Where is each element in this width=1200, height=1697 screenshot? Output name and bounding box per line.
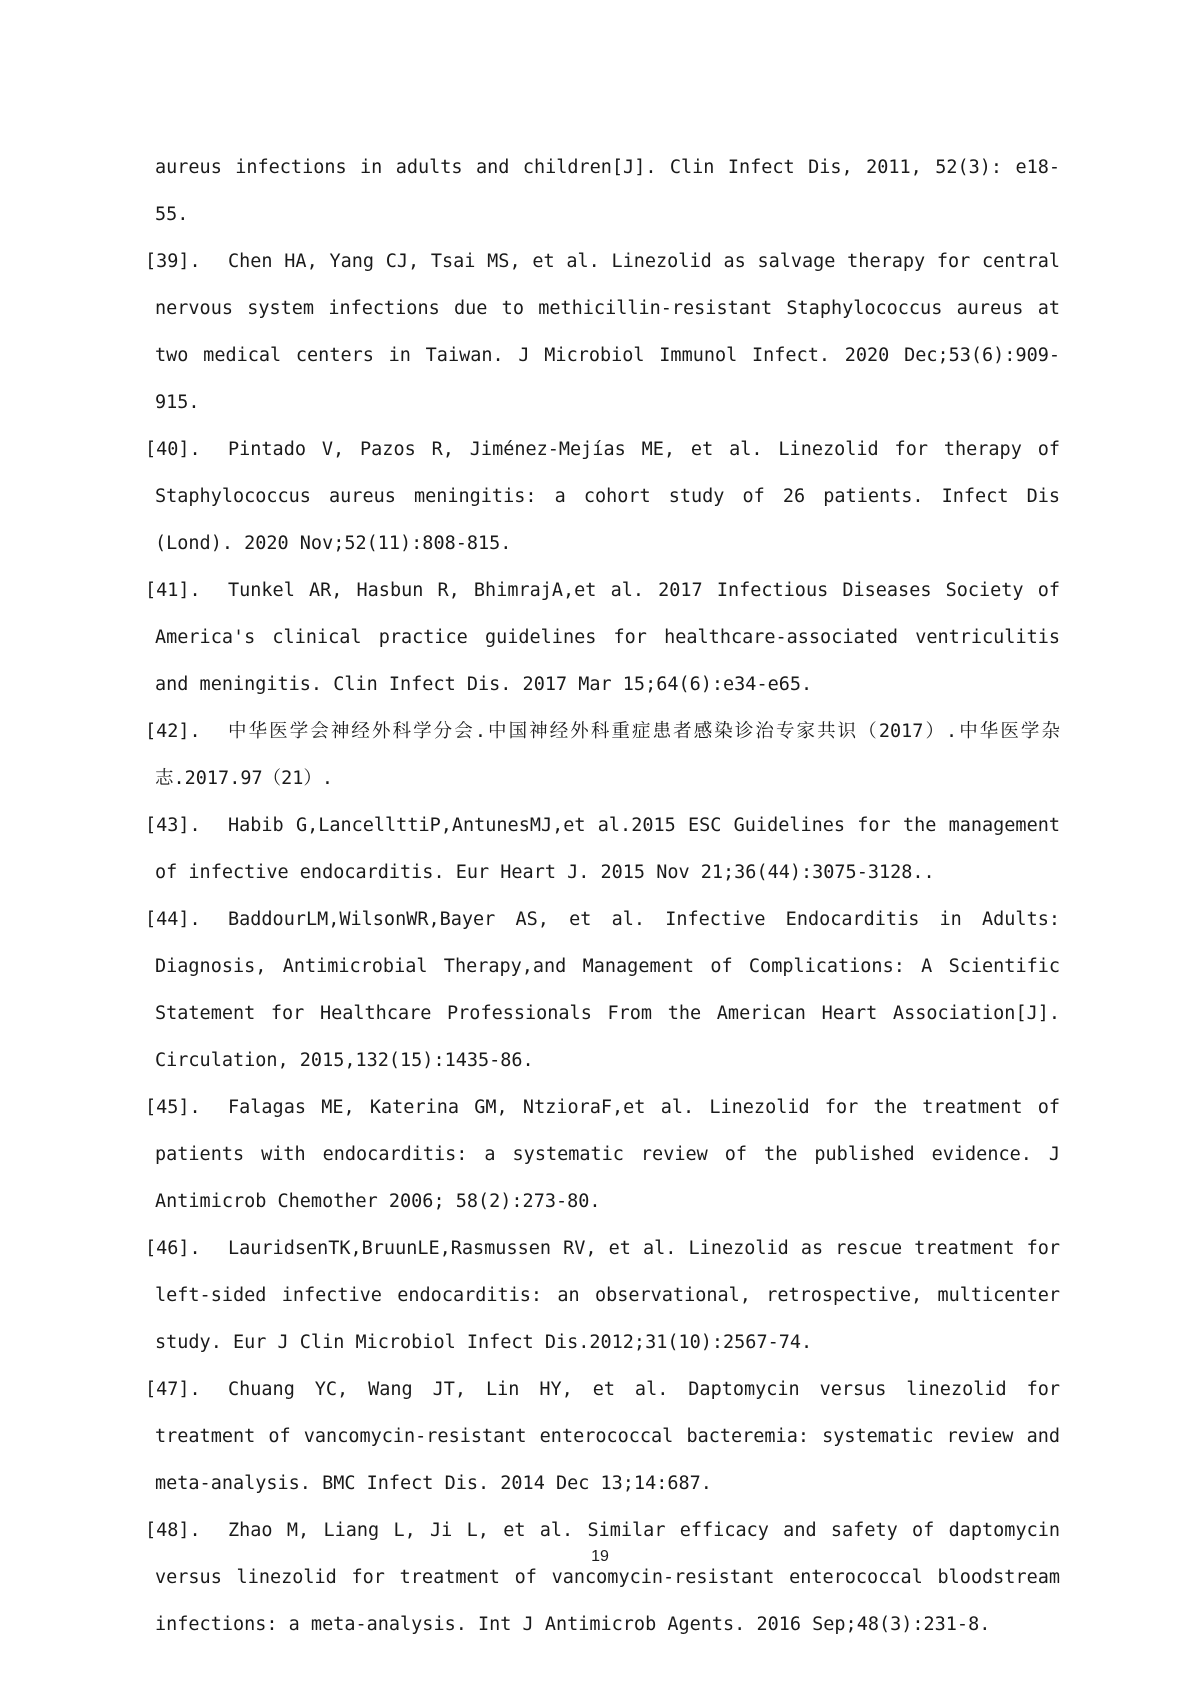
reference-list xyxy=(145,144,1060,1648)
reference-text: Pintado V, Pazos R, Jiménez-Mejías ME, et al. Linezolid for therapy of Staphylococcus aureus meningitis: a cohort study of 26 patients. Infect Dis (Lond). 2020 Nov;52(11):808-815. xyxy=(155,439,1060,554)
reference-number: [48]. xyxy=(145,1520,201,1541)
reference-entry xyxy=(145,1366,1060,1507)
reference-entry xyxy=(145,567,1060,708)
reference-text: Chuang YC, Wang JT, Lin HY, et al. Daptomycin versus linezolid for treatment of vancomycin-resistant enterococcal bacteremia: systematic review and meta-analysis. BMC Infect Dis. 2014 Dec 13;14:687. xyxy=(155,1379,1060,1494)
reference-entry xyxy=(145,426,1060,567)
reference-entry xyxy=(145,708,1060,802)
reference-continuation: aureus infections in adults and children[J]. Clin Infect Dis, 2011, 52(3): e18-55. xyxy=(155,157,1060,225)
reference-entry xyxy=(145,896,1060,1084)
reference-text: Tunkel AR, Hasbun R, BhimrajA,et al. 2017 Infectious Diseases Society of America's clinical practice guidelines for healthcare-associated ventriculitis and meningitis. Clin Infect Dis. 2017 Mar 15;64(6):e34-e65. xyxy=(155,580,1060,695)
reference-entry xyxy=(145,802,1060,896)
reference-number: [41]. xyxy=(145,580,201,601)
reference-text: Falagas ME, Katerina GM, NtzioraF,et al. Linezolid for the treatment of patients with endocarditis: a systematic review of the published evidence. J Antimicrob Chemother 2006; 58(2):273-80. xyxy=(155,1097,1060,1212)
reference-number: [44]. xyxy=(145,909,201,930)
reference-entry xyxy=(145,1507,1060,1648)
reference-number: [46]. xyxy=(145,1238,201,1259)
reference-text: 中华医学会神经外科学分会.中国神经外科重症患者感染诊治专家共识（2017）.中华医学杂志.2017.97（21）. xyxy=(155,721,1060,789)
reference-entry xyxy=(145,1084,1060,1225)
reference-number: [42]. xyxy=(145,721,201,742)
reference-entry xyxy=(145,238,1060,426)
reference-number: [39]. xyxy=(145,251,201,272)
reference-number: [43]. xyxy=(145,815,201,836)
reference-text: Chen HA, Yang CJ, Tsai MS, et al. Linezolid as salvage therapy for central nervous system infections due to methicillin-resistant Staphylococcus aureus at two medical centers in Taiwan. J Microbiol Immunol Infect. 2020 Dec;53(6):909-915. xyxy=(155,251,1060,413)
reference-entries xyxy=(145,238,1060,1648)
reference-text: BaddourLM,WilsonWR,Bayer AS, et al. Infective Endocarditis in Adults: Diagnosis, Antimicrobial Therapy,and Management of Complications: A Scientific Statement for Healthcare Professionals From the American Heart Association[J]. Circulation, 2015,132(15):1435-86. xyxy=(155,909,1060,1071)
reference-number: [45]. xyxy=(145,1097,201,1118)
reference-text: Habib G,LancellttiP,AntunesMJ,et al.2015 ESC Guidelines for the management of infective endocarditis. Eur Heart J. 2015 Nov 21;36(44):3075-3128.. xyxy=(155,815,1060,883)
reference-text: Zhao M, Liang L, Ji L, et al. Similar efficacy and safety of daptomycin versus linezolid for treatment of vancomycin-resistant enterococcal bloodstream infections: a meta-analysis. Int J Antimicrob Agents. 2016 Sep;48(3):231-8. xyxy=(155,1520,1060,1635)
page-number: 19 xyxy=(591,1548,609,1565)
reference-number: [47]. xyxy=(145,1379,201,1400)
reference-text: LauridsenTK,BruunLE,Rasmussen RV, et al. Linezolid as rescue treatment for left-sided infective endocarditis: an observational, retrospective, multicenter study. Eur J Clin Microbiol Infect Dis.2012;31(10):2567-74. xyxy=(155,1238,1060,1353)
reference-number: [40]. xyxy=(145,439,201,460)
reference-entry xyxy=(145,1225,1060,1366)
